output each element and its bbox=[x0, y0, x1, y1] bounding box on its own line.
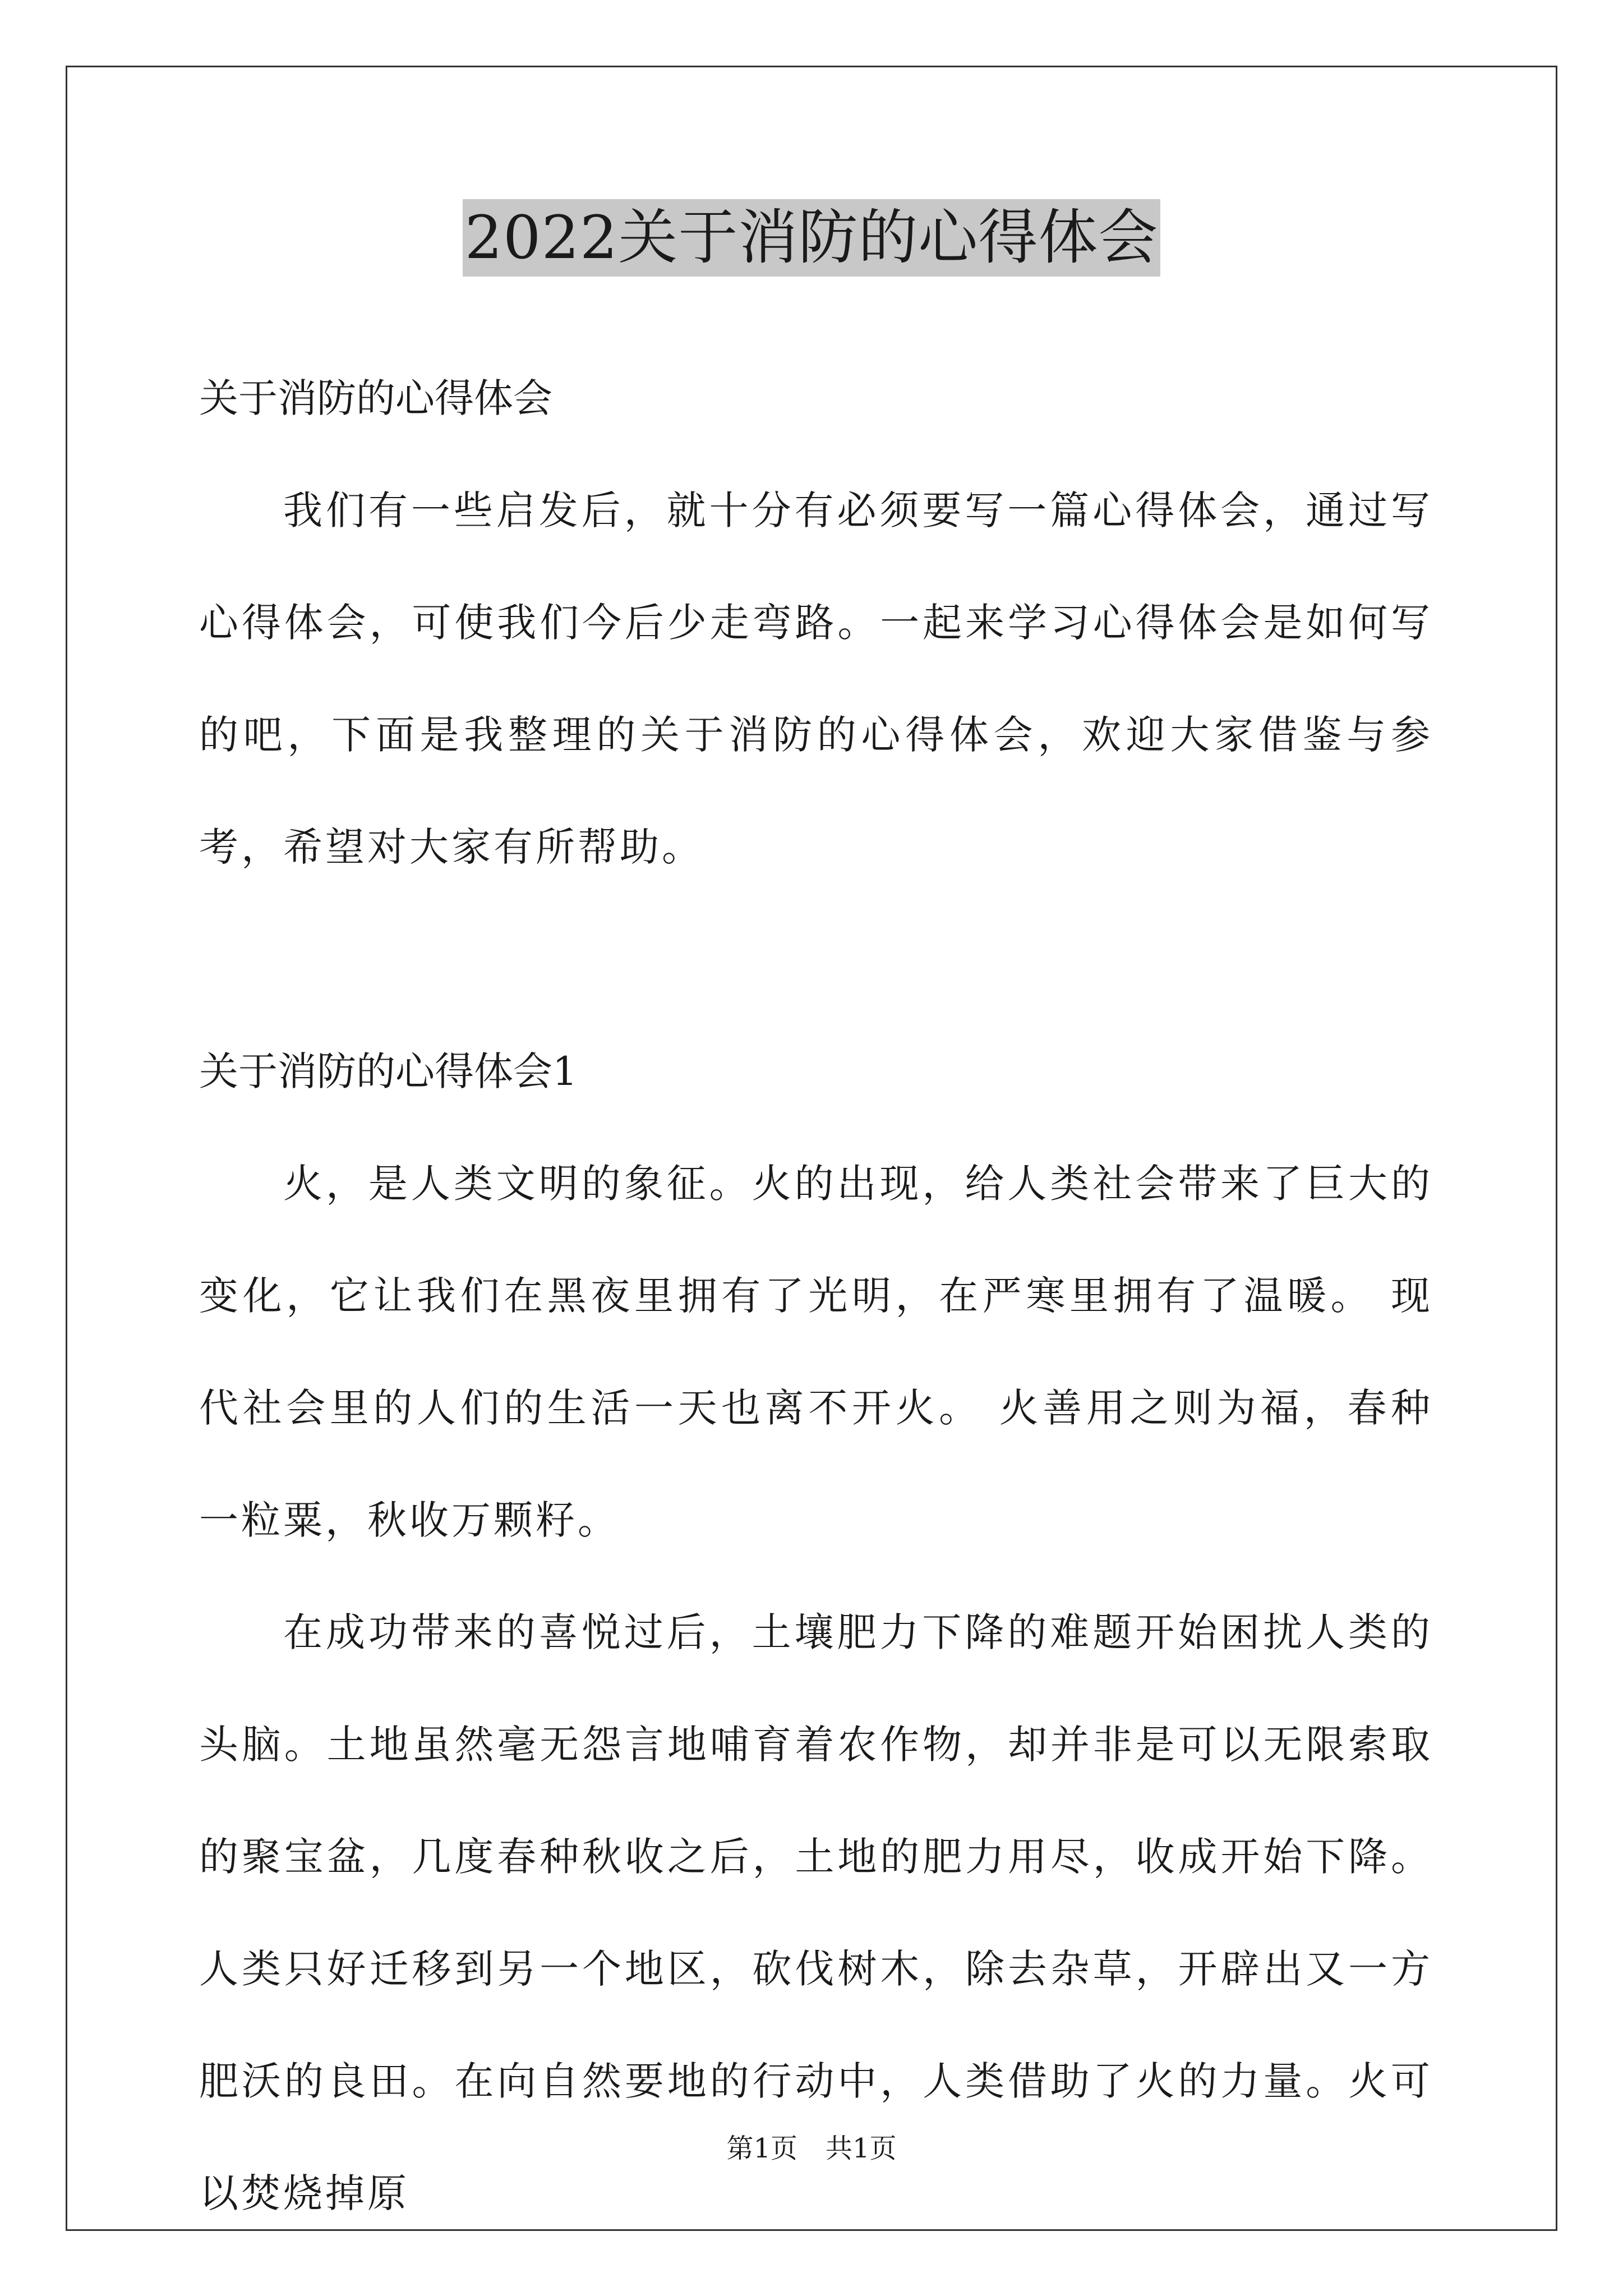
document-body bbox=[199, 342, 1433, 2249]
body-paragraph: 火，是人类文明的象征。火的出现，给人类社会带来了巨大的变化，它让我们在黑夜里拥有了光明，在严寒里拥有了温暖。 现代社会里的人们的生活一天也离不开火。 火善用之则为福，春种一粒粟，秋收万颗籽。 bbox=[199, 1161, 1433, 1543]
body-paragraph: 在成功带来的喜悦过后，土壤肥力下降的难题开始困扰人类的头脑。土地虽然毫无怨言地哺育着农作物，却并非是可以无限索取的聚宝盆，几度春种秋收之后，土地的肥力用尽，收成开始下降。人类只好迁移到另一个地区，砍伐树木，除去杂草，开辟出又一方肥沃的良田。在向自然要地的行动中，人类借助了火的力量。火可以焚烧掉原 bbox=[199, 1609, 1433, 2216]
section-heading: 关于消防的心得体会1 bbox=[199, 1048, 578, 1094]
page-footer bbox=[0, 2132, 1623, 2165]
page-total: 共1页 bbox=[826, 2133, 897, 2164]
intro-paragraph: 我们有一些启发后，就十分有必须要写一篇心得体会，通过写心得体会，可使我们今后少走弯路。一起来学习心得体会是如何写的吧，下面是我整理的关于消防的心得体会，欢迎大家借鉴与参考，希望对大家有所帮助。 bbox=[199, 487, 1433, 870]
page-number: 第1页 bbox=[726, 2133, 797, 2164]
document-title: 2022关于消防的心得体会 bbox=[463, 199, 1161, 277]
section-spacer bbox=[199, 903, 1433, 1015]
title-container bbox=[0, 199, 1623, 277]
document-subtitle: 关于消防的心得体会 bbox=[199, 375, 552, 421]
